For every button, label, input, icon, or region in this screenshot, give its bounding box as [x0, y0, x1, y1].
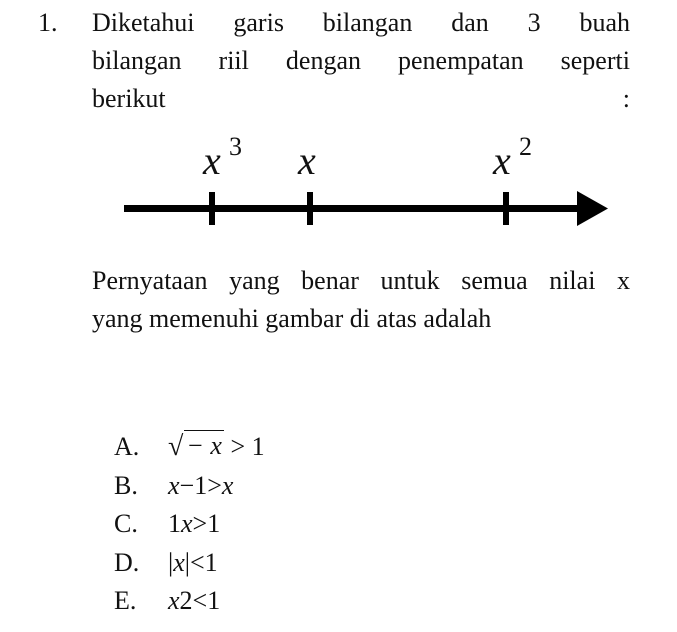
stem-word: buah: [579, 8, 630, 37]
stem-line-3: [92, 80, 630, 118]
prompt-line-2: yang memenuhi gambar di atas adalah: [92, 304, 492, 333]
radicand: − x: [186, 431, 222, 460]
stem-line-1: [92, 4, 630, 42]
prompt-word: Pernyataan: [92, 266, 208, 295]
option-letter: A.: [114, 432, 140, 461]
label-x-squared-exponent: 2: [519, 132, 532, 161]
label-x-squared: x: [493, 138, 511, 183]
tick-x: [307, 192, 313, 225]
question-number: 1.: [38, 8, 58, 37]
question-prompt: [92, 262, 630, 338]
variable: x: [173, 547, 185, 577]
stem-word: seperti: [560, 46, 630, 75]
operator: 2<1: [179, 586, 221, 615]
variable: x: [168, 470, 180, 500]
option-d[interactable]: [114, 544, 265, 583]
prompt-word: x: [616, 266, 630, 295]
stem-line-2: [92, 42, 630, 80]
prompt-line-1: [92, 262, 630, 300]
stem-word: bilangan: [322, 8, 413, 37]
option-c[interactable]: [114, 505, 265, 544]
variable: x: [168, 586, 180, 615]
stem-word: :: [622, 84, 630, 113]
square-root: [168, 430, 224, 461]
operator: |<1: [184, 547, 218, 577]
option-expression: [168, 582, 220, 621]
stem-word: riil: [218, 46, 249, 75]
option-e[interactable]: [114, 582, 265, 621]
stem-word: penempatan: [398, 46, 524, 75]
label-x-cubed: x: [203, 138, 221, 183]
number-line-axis: [124, 205, 582, 212]
operator: >1: [192, 509, 221, 538]
option-expression: [168, 467, 233, 506]
variable: x: [181, 509, 193, 538]
abs-bar: |: [168, 547, 174, 577]
option-letter: B.: [114, 470, 138, 500]
numeral: 1: [168, 509, 181, 538]
stem-word: 3: [527, 8, 541, 37]
prompt-word: nilai: [549, 266, 596, 295]
prompt-word: yang: [229, 266, 280, 295]
stem-word: garis: [233, 8, 284, 37]
label-x: x: [298, 138, 316, 183]
tick-x-cubed: [209, 192, 215, 225]
stem-word: dengan: [285, 46, 361, 75]
option-expression: [168, 544, 218, 583]
arrowhead-icon: [577, 191, 608, 226]
prompt-word: semua: [461, 266, 528, 295]
stem-word: Diketahui: [92, 8, 195, 37]
question-stem: [92, 4, 630, 118]
variable: x: [221, 470, 234, 500]
stem-word: dan: [451, 8, 489, 37]
tick-x-squared: [503, 192, 509, 225]
stem-word: bilangan: [92, 46, 182, 75]
prompt-word: benar: [301, 266, 359, 295]
stem-word: berikut: [92, 84, 166, 113]
option-letter: E.: [114, 586, 137, 615]
option-expression: [168, 428, 265, 467]
option-letter: C.: [114, 509, 138, 538]
label-x-cubed-exponent: 3: [229, 132, 242, 161]
option-b[interactable]: [114, 467, 265, 506]
prompt-word: untuk: [380, 266, 440, 295]
option-rest: > 1: [223, 432, 265, 461]
radical-icon: √: [168, 431, 184, 462]
option-a[interactable]: [114, 428, 265, 467]
option-expression: [168, 505, 220, 544]
operator: −1>: [179, 470, 222, 500]
answer-options: [114, 428, 265, 621]
option-letter: D.: [114, 547, 140, 577]
